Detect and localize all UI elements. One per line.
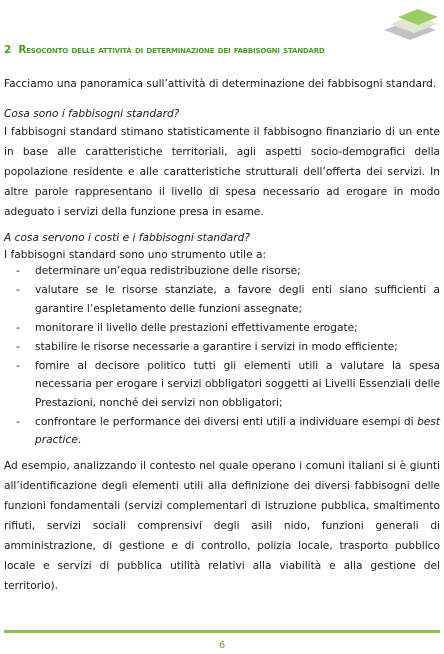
list-intro: I fabbisogni standard sono uno strumento utile a: [4,249,267,261]
footer-rule [4,630,440,633]
definition-paragraph: I fabbisogni standard stimano statisticamente il fabbisogno finanziario di un ente in base alle caratteristiche territoriali, agli aspetti socio-demografici della popolazione residente e alle caratteristiche strutturali dell’offerta dei servizi. In altre parole rappresentano il livello di spesa necessario ad erogare in modo adeguato i servizi della funzione presa in esame. [4,126,440,218]
list-item: - fornire al decisore politico tutti gli elementi utili a valutare la spesa necessaria per erogare i servizi obbligatori soggetti ai Livelli Essenziali delle Prestazioni, nonché dei servizi non obbligatori; [16,359,440,409]
section-title: Resoconto delle attività di determinazione dei fabbisogni standard [18,44,325,56]
uses-list [4,262,440,450]
list-item: - confrontare le performance dei diversi enti utili a individuare esempi di best practice. [16,415,440,446]
section-heading [4,44,440,56]
list-item: - stabilire le risorse necessarie a garantire i servizi in modo efficiente; [16,340,398,353]
intro-text: Facciamo una panoramica sull’attività di determinazione dei fabbisogni standard. [4,78,437,90]
question-what-for: A cosa servono i costi e i fabbisogni standard? [4,232,250,244]
section-number: 2 [4,44,12,56]
layered-diamond-logo [380,4,442,42]
example-paragraph: Ad esempio, analizzando il contesto nel quale operano i comuni italiani si è giunti all’identificazione degli elementi utili alla definizione dei diversi fabbisogni delle funzioni fondamentali (servizi complementari di istruzione pubblica, smaltimento rifiuti, servizi sociali comprensivi degli asili nido, funzioni generali di amministrazione, di gestione e di controllo, polizia locale, trasporto pubblico locale e servizi di pubblica utilità relativi alla viabilità e alla gestione del territorio). [4,460,440,592]
list-item: - valutare se le risorse stanziate, a favore degli enti siano sufficienti a garantire l’espletamento delle funzioni assegnate; [16,284,440,315]
question-what-are: Cosa sono i fabbisogni standard? [4,108,180,120]
list-item: - monitorare il livello delle prestazioni effettivamente erogate; [16,321,358,334]
list-item: - determinare un’equa redistribuzione delle risorse; [16,265,301,277]
page-number: 6 [218,640,226,651]
